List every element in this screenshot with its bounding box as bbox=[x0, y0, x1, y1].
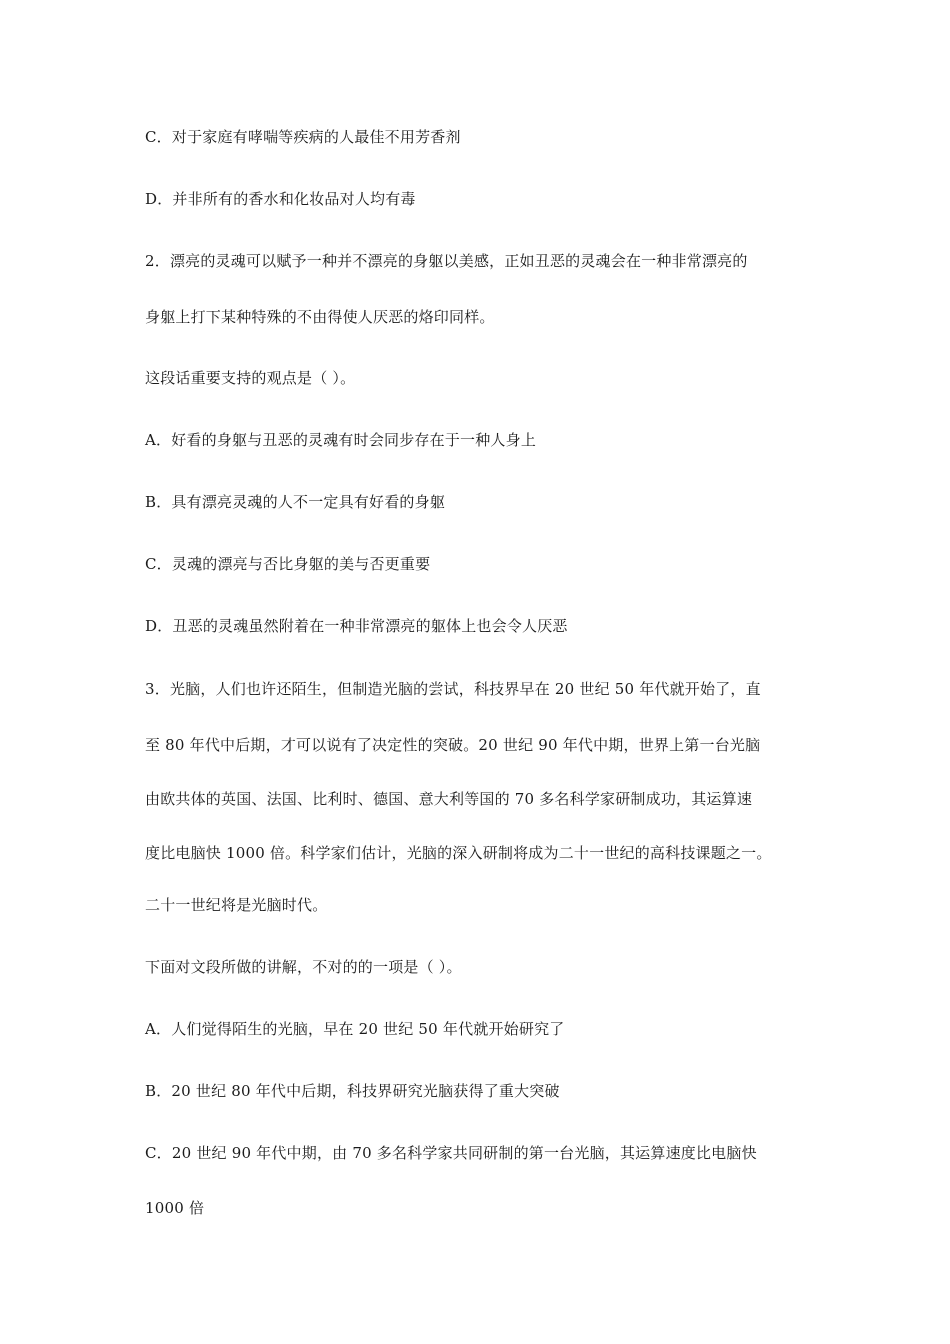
question-3-text-cont-4: 二十一世纪将是光脑时代。 bbox=[145, 896, 328, 914]
question-3-text-cont-1: 至 80 年代中后期，才可以说有了决定性的突破。20 世纪 90 年代中期，世界上第一台光脑 bbox=[145, 736, 761, 754]
question-3-text-cont-3: 度比电脑快 1000 倍。科学家们估计，光脑的深入研制将成为二十一世纪的高科技课题之一。 bbox=[145, 844, 772, 862]
option-a-q2: A．好看的身躯与丑恶的灵魂有时会同步存在于一种人身上 bbox=[145, 431, 537, 449]
option-b-q2: B．具有漂亮灵魂的人不一定具有好看的身躯 bbox=[145, 493, 446, 511]
question-2-prompt: 这段话重要支持的观点是（ ）。 bbox=[145, 369, 356, 387]
option-c-q2: C．灵魂的漂亮与否比身躯的美与否更重要 bbox=[145, 555, 431, 573]
question-2-text-cont: 身躯上打下某种特殊的不由得使人厌恶的烙印同样。 bbox=[145, 308, 495, 326]
question-3-prompt: 下面对文段所做的讲解，不对的的一项是（ ）。 bbox=[145, 958, 462, 976]
question-3-text: 3．光脑，人们也许还陌生，但制造光脑的尝试，科技界早在 20 世纪 50 年代就开始了，直 bbox=[145, 680, 761, 698]
option-b-q3: B．20 世纪 80 年代中后期，科技界研究光脑获得了重大突破 bbox=[145, 1082, 560, 1100]
question-2-text: 2．漂亮的灵魂可以赋予一种并不漂亮的身躯以美感，正如丑恶的灵魂会在一种非常漂亮的 bbox=[145, 252, 748, 270]
option-c-q3-cont: 1000 倍 bbox=[145, 1199, 205, 1217]
option-d-q1: D．并非所有的香水和化妆品对人均有毒 bbox=[145, 190, 416, 208]
option-a-q3: A．人们觉得陌生的光脑，早在 20 世纪 50 年代就开始研究了 bbox=[145, 1020, 565, 1038]
option-c-q1: C．对于家庭有哮喘等疾病的人最佳不用芳香剂 bbox=[145, 128, 461, 146]
option-c-q3: C．20 世纪 90 年代中期，由 70 多名科学家共同研制的第一台光脑，其运算速度比电脑快 bbox=[145, 1144, 757, 1162]
question-3-text-cont-2: 由欧共体的英国、法国、比利时、德国、意大利等国的 70 多名科学家研制成功，其运算速 bbox=[145, 790, 753, 808]
option-d-q2: D．丑恶的灵魂虽然附着在一种非常漂亮的躯体上也会令人厌恶 bbox=[145, 617, 568, 635]
